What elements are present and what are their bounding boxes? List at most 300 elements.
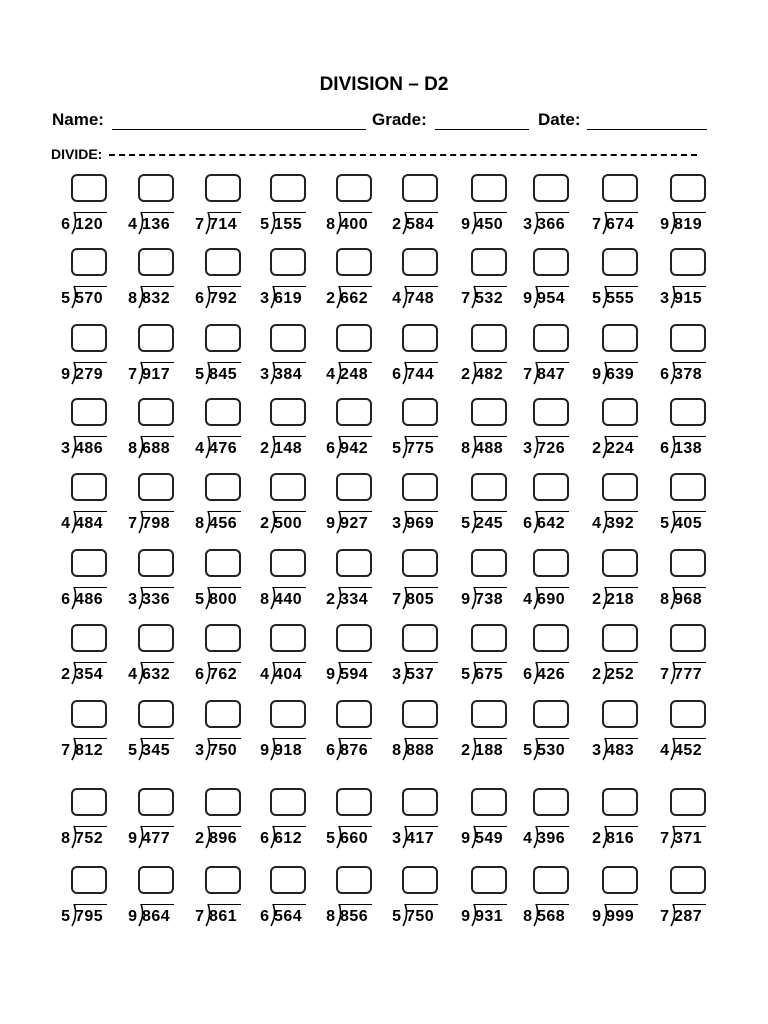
- division-problem: [520, 549, 580, 619]
- answer-box[interactable]: [138, 398, 174, 426]
- dividend: 861: [209, 908, 238, 925]
- answer-box[interactable]: [670, 624, 706, 652]
- answer-box[interactable]: [270, 866, 306, 894]
- answer-box[interactable]: [71, 624, 107, 652]
- division-overline: [673, 662, 706, 663]
- dividend: 405: [674, 515, 703, 532]
- answer-box[interactable]: [471, 473, 507, 501]
- divisor: 2: [260, 515, 269, 532]
- answer-box[interactable]: [533, 174, 569, 202]
- division-overline: [141, 511, 174, 512]
- divisor: 2: [195, 830, 204, 847]
- division-problem: [520, 248, 580, 318]
- dividend: 354: [75, 666, 104, 683]
- division-problem: [257, 324, 317, 394]
- division-overline: [605, 738, 638, 739]
- division-overline: [141, 212, 174, 213]
- division-overline: [605, 286, 638, 287]
- division-overline: [474, 738, 507, 739]
- divisor: 9: [326, 666, 335, 683]
- answer-box[interactable]: [270, 324, 306, 352]
- division-problem: [657, 248, 717, 318]
- division-overline: [536, 587, 569, 588]
- answer-box[interactable]: [336, 700, 372, 728]
- division-problem: [323, 700, 383, 770]
- division-problem: [458, 324, 518, 394]
- answer-box[interactable]: [71, 174, 107, 202]
- answer-box[interactable]: [602, 788, 638, 816]
- dividend: 675: [475, 666, 504, 683]
- divisor: 4: [128, 216, 137, 233]
- division-overline: [273, 362, 306, 363]
- divisor: 7: [461, 290, 470, 307]
- answer-box[interactable]: [138, 866, 174, 894]
- answer-box[interactable]: [270, 549, 306, 577]
- division-problem: [257, 248, 317, 318]
- divisor: 2: [326, 290, 335, 307]
- divisor: 7: [195, 908, 204, 925]
- division-problem: [192, 248, 252, 318]
- answer-box[interactable]: [533, 398, 569, 426]
- answer-box[interactable]: [602, 549, 638, 577]
- divisor: 4: [260, 666, 269, 683]
- answer-box[interactable]: [138, 788, 174, 816]
- dividend: 812: [75, 742, 104, 759]
- dividend: 800: [209, 591, 238, 608]
- answer-box[interactable]: [336, 866, 372, 894]
- division-overline: [141, 904, 174, 905]
- dividend: 245: [475, 515, 504, 532]
- division-overline: [673, 587, 706, 588]
- answer-box[interactable]: [205, 248, 241, 276]
- divisor: 5: [461, 515, 470, 532]
- divisor: 4: [523, 591, 532, 608]
- divisor: 9: [461, 591, 470, 608]
- dividend: 568: [537, 908, 566, 925]
- divisor: 9: [461, 830, 470, 847]
- division-overline: [474, 362, 507, 363]
- division-overline: [208, 587, 241, 588]
- dividend: 748: [406, 290, 435, 307]
- answer-box[interactable]: [138, 700, 174, 728]
- division-problem: [657, 324, 717, 394]
- dividend: 549: [475, 830, 504, 847]
- division-overline: [405, 212, 438, 213]
- division-problem: [58, 788, 118, 858]
- division-overline: [141, 826, 174, 827]
- division-problem: [323, 866, 383, 936]
- division-overline: [474, 286, 507, 287]
- answer-box[interactable]: [71, 866, 107, 894]
- divisor: 4: [128, 666, 137, 683]
- answer-box[interactable]: [270, 700, 306, 728]
- dividend: 532: [475, 290, 504, 307]
- divisor: 3: [260, 366, 269, 383]
- division-overline: [141, 738, 174, 739]
- division-problem: [257, 700, 317, 770]
- answer-box[interactable]: [471, 248, 507, 276]
- dividend: 819: [674, 216, 703, 233]
- answer-box[interactable]: [602, 398, 638, 426]
- divisor: 3: [592, 742, 601, 759]
- division-overline: [605, 511, 638, 512]
- answer-box[interactable]: [670, 473, 706, 501]
- answer-box[interactable]: [471, 398, 507, 426]
- division-problem: [589, 788, 649, 858]
- answer-box[interactable]: [402, 324, 438, 352]
- division-problem: [192, 549, 252, 619]
- dividend: 690: [537, 591, 566, 608]
- answer-box[interactable]: [533, 700, 569, 728]
- division-problem: [458, 788, 518, 858]
- division-overline: [474, 662, 507, 663]
- dividend: 252: [606, 666, 635, 683]
- answer-box[interactable]: [471, 549, 507, 577]
- division-overline: [74, 904, 107, 905]
- answer-box[interactable]: [471, 324, 507, 352]
- dividend: 371: [674, 830, 703, 847]
- divisor: 6: [61, 591, 70, 608]
- division-problem: [323, 248, 383, 318]
- answer-box[interactable]: [71, 700, 107, 728]
- answer-box[interactable]: [670, 398, 706, 426]
- divisor: 6: [260, 908, 269, 925]
- division-problem: [125, 866, 185, 936]
- answer-box[interactable]: [402, 549, 438, 577]
- answer-box[interactable]: [533, 549, 569, 577]
- division-overline: [474, 212, 507, 213]
- dividend: 777: [674, 666, 703, 683]
- division-problem: [458, 549, 518, 619]
- answer-box[interactable]: [205, 324, 241, 352]
- answer-box[interactable]: [336, 473, 372, 501]
- answer-box[interactable]: [205, 788, 241, 816]
- division-problem: [520, 700, 580, 770]
- division-overline: [339, 904, 372, 905]
- dividend: 612: [274, 830, 303, 847]
- division-overline: [74, 286, 107, 287]
- division-overline: [141, 286, 174, 287]
- divisor: 2: [592, 666, 601, 683]
- answer-box[interactable]: [402, 174, 438, 202]
- division-overline: [405, 904, 438, 905]
- divisor: 3: [660, 290, 669, 307]
- answer-box[interactable]: [471, 700, 507, 728]
- divisor: 6: [660, 440, 669, 457]
- division-problem: [192, 398, 252, 468]
- answer-box[interactable]: [602, 866, 638, 894]
- answer-box[interactable]: [402, 700, 438, 728]
- answer-box[interactable]: [533, 324, 569, 352]
- dividend: 476: [209, 440, 238, 457]
- division-overline: [474, 436, 507, 437]
- division-overline: [273, 738, 306, 739]
- divisor: 7: [592, 216, 601, 233]
- division-overline: [605, 826, 638, 827]
- worksheet-title: DIVISION – D2: [319, 74, 449, 95]
- divisor: 9: [260, 742, 269, 759]
- answer-box[interactable]: [533, 624, 569, 652]
- answer-box[interactable]: [402, 248, 438, 276]
- answer-box[interactable]: [533, 473, 569, 501]
- divisor: 5: [195, 366, 204, 383]
- dividend: 876: [340, 742, 369, 759]
- answer-box[interactable]: [336, 398, 372, 426]
- dividend: 888: [406, 742, 435, 759]
- dividend: 639: [606, 366, 635, 383]
- answer-box[interactable]: [670, 248, 706, 276]
- answer-box[interactable]: [270, 624, 306, 652]
- answer-box[interactable]: [336, 624, 372, 652]
- division-overline: [605, 587, 638, 588]
- division-problem: [589, 324, 649, 394]
- divisor: 9: [326, 515, 335, 532]
- dividend: 138: [674, 440, 703, 457]
- answer-box[interactable]: [205, 549, 241, 577]
- answer-box[interactable]: [270, 248, 306, 276]
- division-overline: [405, 662, 438, 663]
- division-problem: [520, 624, 580, 694]
- dividend: 738: [475, 591, 504, 608]
- division-overline: [339, 286, 372, 287]
- dividend: 750: [209, 742, 238, 759]
- division-problem: [458, 248, 518, 318]
- divisor: 7: [660, 830, 669, 847]
- answer-box[interactable]: [533, 866, 569, 894]
- division-overline: [536, 662, 569, 663]
- answer-box[interactable]: [471, 788, 507, 816]
- division-problem: [58, 473, 118, 543]
- dividend: 426: [537, 666, 566, 683]
- divisor: 9: [592, 908, 601, 925]
- answer-box[interactable]: [402, 473, 438, 501]
- division-problem: [323, 174, 383, 244]
- answer-box[interactable]: [670, 174, 706, 202]
- divisor: 5: [660, 515, 669, 532]
- division-problem: [192, 866, 252, 936]
- answer-box[interactable]: [471, 866, 507, 894]
- answer-box[interactable]: [71, 398, 107, 426]
- division-problem: [323, 473, 383, 543]
- divisor: 2: [592, 591, 601, 608]
- division-problem: [58, 324, 118, 394]
- answer-box[interactable]: [471, 624, 507, 652]
- divisor: 6: [326, 742, 335, 759]
- answer-box[interactable]: [471, 174, 507, 202]
- division-overline: [208, 662, 241, 663]
- division-problem: [257, 624, 317, 694]
- divisor: 5: [592, 290, 601, 307]
- division-problem: [389, 624, 449, 694]
- answer-box[interactable]: [270, 788, 306, 816]
- divisor: 2: [461, 366, 470, 383]
- dividend: 918: [274, 742, 303, 759]
- answer-box[interactable]: [336, 549, 372, 577]
- divisor: 6: [392, 366, 401, 383]
- divisor: 2: [61, 666, 70, 683]
- answer-box[interactable]: [138, 174, 174, 202]
- division-overline: [536, 511, 569, 512]
- dividend: 744: [406, 366, 435, 383]
- division-problem: [192, 788, 252, 858]
- division-problem: [657, 473, 717, 543]
- division-problem: [58, 248, 118, 318]
- division-problem: [389, 549, 449, 619]
- division-problem: [192, 324, 252, 394]
- answer-box[interactable]: [138, 549, 174, 577]
- division-overline: [536, 362, 569, 363]
- answer-box[interactable]: [270, 174, 306, 202]
- answer-box[interactable]: [402, 624, 438, 652]
- answer-box[interactable]: [205, 700, 241, 728]
- answer-box[interactable]: [602, 700, 638, 728]
- division-overline: [605, 436, 638, 437]
- dividend: 792: [209, 290, 238, 307]
- answer-box[interactable]: [602, 248, 638, 276]
- division-problem: [458, 473, 518, 543]
- answer-box[interactable]: [602, 324, 638, 352]
- dividend: 662: [340, 290, 369, 307]
- divisor: 3: [392, 830, 401, 847]
- division-overline: [74, 362, 107, 363]
- dividend: 688: [142, 440, 171, 457]
- answer-box[interactable]: [270, 398, 306, 426]
- division-problem: [389, 473, 449, 543]
- answer-box[interactable]: [336, 788, 372, 816]
- division-problem: [323, 398, 383, 468]
- dividend: 400: [340, 216, 369, 233]
- answer-box[interactable]: [670, 700, 706, 728]
- answer-box[interactable]: [270, 473, 306, 501]
- dividend: 762: [209, 666, 238, 683]
- division-problem: [389, 700, 449, 770]
- division-problem: [125, 248, 185, 318]
- dividend: 417: [406, 830, 435, 847]
- answer-box[interactable]: [336, 248, 372, 276]
- division-problem: [520, 473, 580, 543]
- dividend: 832: [142, 290, 171, 307]
- answer-box[interactable]: [533, 248, 569, 276]
- division-problem: [192, 473, 252, 543]
- division-overline: [605, 362, 638, 363]
- division-problem: [520, 174, 580, 244]
- dividend: 752: [75, 830, 104, 847]
- division-problem: [589, 174, 649, 244]
- divisor: 4: [61, 515, 70, 532]
- divisor: 9: [592, 366, 601, 383]
- division-overline: [339, 511, 372, 512]
- answer-box[interactable]: [602, 473, 638, 501]
- answer-box[interactable]: [71, 788, 107, 816]
- dividend: 570: [75, 290, 104, 307]
- dividend: 486: [75, 591, 104, 608]
- division-overline: [208, 904, 241, 905]
- answer-box[interactable]: [533, 788, 569, 816]
- division-problem: [323, 549, 383, 619]
- division-problem: [389, 788, 449, 858]
- division-problem: [125, 324, 185, 394]
- divide-label: DIVIDE:: [51, 146, 103, 162]
- answer-box[interactable]: [670, 549, 706, 577]
- answer-box[interactable]: [71, 248, 107, 276]
- division-overline: [74, 587, 107, 588]
- divisor: 8: [61, 830, 70, 847]
- divisor: 5: [195, 591, 204, 608]
- answer-box[interactable]: [670, 866, 706, 894]
- division-problem: [257, 866, 317, 936]
- division-problem: [389, 248, 449, 318]
- divisor: 4: [523, 830, 532, 847]
- answer-box[interactable]: [71, 473, 107, 501]
- answer-box[interactable]: [71, 324, 107, 352]
- dividend: 619: [274, 290, 303, 307]
- division-overline: [536, 738, 569, 739]
- dividend: 954: [537, 290, 566, 307]
- divisor: 5: [461, 666, 470, 683]
- divisor: 5: [61, 290, 70, 307]
- division-overline: [141, 587, 174, 588]
- answer-box[interactable]: [602, 174, 638, 202]
- division-problem: [589, 398, 649, 468]
- division-overline: [405, 738, 438, 739]
- division-overline: [339, 212, 372, 213]
- answer-box[interactable]: [336, 324, 372, 352]
- answer-box[interactable]: [205, 398, 241, 426]
- answer-box[interactable]: [205, 473, 241, 501]
- dividend: 564: [274, 908, 303, 925]
- answer-box[interactable]: [138, 624, 174, 652]
- answer-box[interactable]: [336, 174, 372, 202]
- answer-box[interactable]: [205, 624, 241, 652]
- divisor: 4: [592, 515, 601, 532]
- answer-box[interactable]: [402, 866, 438, 894]
- divisor: 3: [523, 216, 532, 233]
- dividend: 366: [537, 216, 566, 233]
- dividend: 483: [606, 742, 635, 759]
- answer-box[interactable]: [71, 549, 107, 577]
- answer-box[interactable]: [138, 473, 174, 501]
- answer-box[interactable]: [402, 398, 438, 426]
- answer-box[interactable]: [602, 624, 638, 652]
- divisor: 2: [461, 742, 470, 759]
- divisor: 5: [392, 440, 401, 457]
- divisor: 9: [61, 366, 70, 383]
- dividend: 750: [406, 908, 435, 925]
- date-label: Date:: [538, 110, 581, 129]
- answer-box[interactable]: [670, 324, 706, 352]
- dividend: 287: [674, 908, 703, 925]
- divisor: 8: [195, 515, 204, 532]
- answer-box[interactable]: [138, 248, 174, 276]
- answer-box[interactable]: [138, 324, 174, 352]
- division-problem: [58, 174, 118, 244]
- division-problem: [125, 624, 185, 694]
- division-problem: [125, 398, 185, 468]
- division-overline: [141, 362, 174, 363]
- division-overline: [208, 286, 241, 287]
- answer-box[interactable]: [205, 174, 241, 202]
- dividend: 847: [537, 366, 566, 383]
- division-problem: [458, 700, 518, 770]
- divisor: 6: [61, 216, 70, 233]
- dividend: 555: [606, 290, 635, 307]
- answer-box[interactable]: [670, 788, 706, 816]
- dividend: 931: [475, 908, 504, 925]
- answer-box[interactable]: [402, 788, 438, 816]
- dividend: 334: [340, 591, 369, 608]
- divisor: 3: [523, 440, 532, 457]
- answer-box[interactable]: [205, 866, 241, 894]
